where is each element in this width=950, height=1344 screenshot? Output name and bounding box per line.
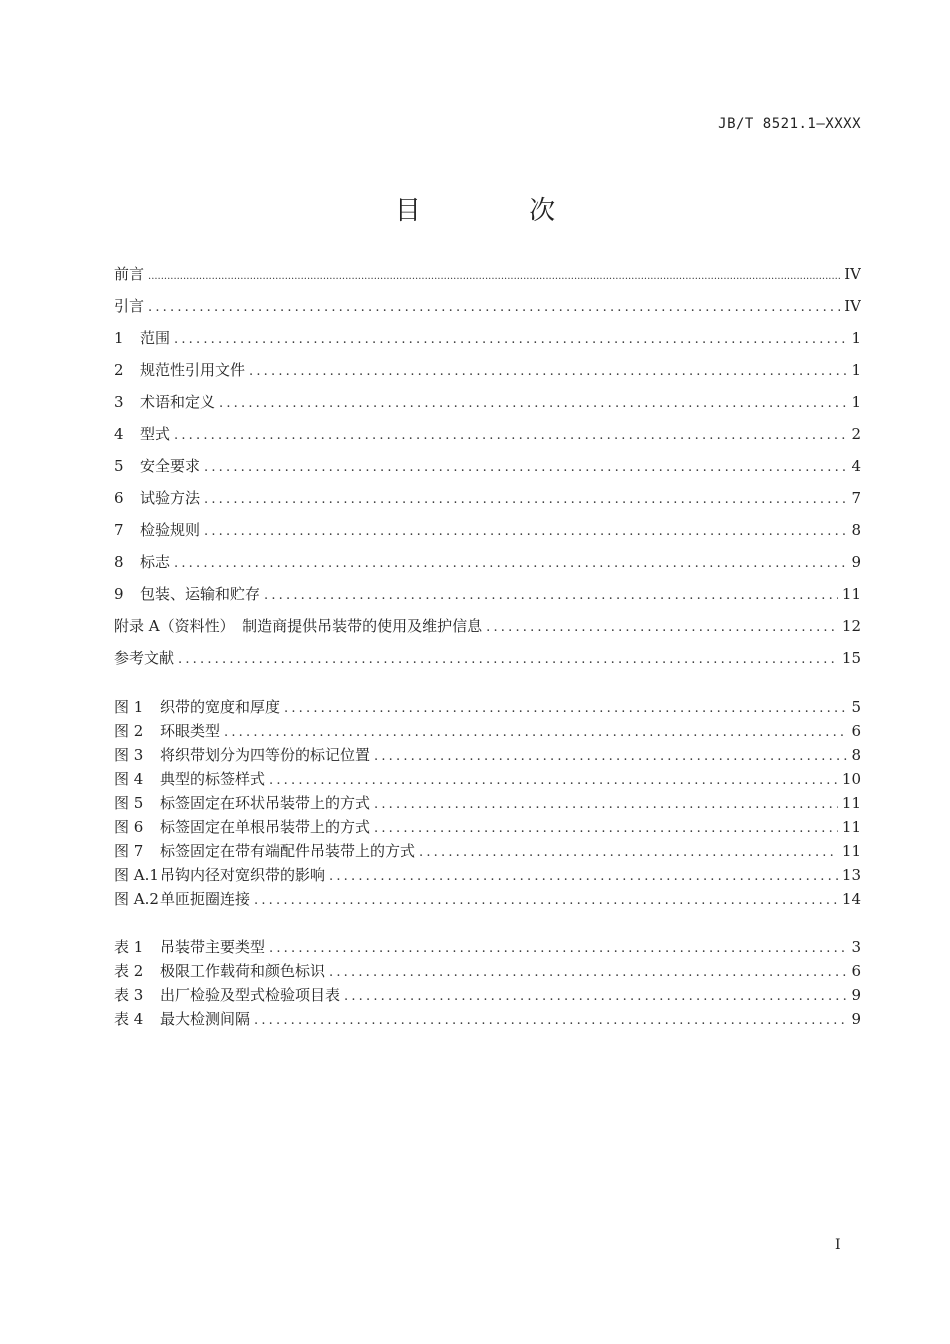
toc-number: 7 [114, 521, 124, 539]
figure-page: 6 [851, 722, 861, 740]
toc-leader [174, 553, 847, 575]
toc-label: 引言 [114, 297, 145, 315]
toc-page: 11 [841, 585, 861, 603]
toc-number: 8 [114, 553, 124, 571]
toc-leader [254, 1010, 847, 1032]
toc-page: 1 [851, 329, 861, 347]
table-label: 表 3 出厂检验及型式检验项目表 [114, 986, 341, 1004]
toc-main-list [114, 263, 861, 679]
toc-entry-bibliography[interactable] [114, 647, 861, 679]
toc-label: 3 术语和定义 [114, 393, 216, 411]
toc-number: 6 [114, 489, 124, 507]
figure-label: 图 A.2单匝扼圈连接 [114, 890, 251, 908]
figure-label: 图 1 织带的宽度和厚度 [114, 698, 281, 716]
toc-label: 2 规范性引用文件 [114, 361, 246, 379]
figure-page: 14 [841, 890, 861, 908]
figure-entry[interactable] [114, 888, 861, 912]
toc-page: 1 [851, 361, 861, 379]
toc-label: 7 检验规则 [114, 521, 201, 539]
figure-entry[interactable] [114, 696, 861, 720]
table-page: 9 [851, 1010, 861, 1028]
toc-number: 4 [114, 425, 124, 443]
toc-entry-introduction[interactable] [114, 295, 861, 327]
toc-leader [329, 962, 847, 984]
toc-leader [224, 722, 847, 744]
table-entry[interactable] [114, 960, 861, 984]
toc-page: 4 [851, 457, 861, 475]
toc-label: 附录 A（资料性） 制造商提供吊装带的使用及维护信息 [114, 617, 483, 635]
toc-leader [329, 866, 838, 888]
toc-leader [344, 986, 847, 1008]
toc-number: 5 [114, 457, 124, 475]
toc-page: 2 [851, 425, 861, 443]
table-number: 表 4 [114, 1010, 144, 1028]
toc-entry-2[interactable] [114, 359, 861, 391]
toc-page: 12 [841, 617, 861, 635]
table-page: 9 [851, 986, 861, 1004]
figure-number: 图 1 [114, 698, 144, 716]
toc-entry-annex-a[interactable] [114, 615, 861, 647]
figure-number: 图 5 [114, 794, 144, 812]
toc-leader [264, 585, 838, 607]
figure-entry[interactable] [114, 744, 861, 768]
table-number: 表 1 [114, 938, 144, 956]
figure-entry[interactable] [114, 720, 861, 744]
toc-label: 前言 [114, 265, 145, 283]
toc-entry-8[interactable] [114, 551, 861, 583]
toc-label: 8 标志 [114, 553, 171, 571]
figure-label: 图 6 标签固定在单根吊装带上的方式 [114, 818, 371, 836]
figure-label: 图 4 典型的标签样式 [114, 770, 266, 788]
figure-page: 11 [841, 794, 861, 812]
toc-leader [148, 266, 840, 288]
toc-entry-7[interactable] [114, 519, 861, 551]
figure-page: 11 [841, 818, 861, 836]
figure-number: 图 4 [114, 770, 144, 788]
toc-entry-6[interactable] [114, 487, 861, 519]
toc-page: 9 [851, 553, 861, 571]
toc-number: 9 [114, 585, 124, 603]
figure-number: 图 2 [114, 722, 144, 740]
table-number: 表 2 [114, 962, 144, 980]
table-label: 表 2 极限工作载荷和颜色标识 [114, 962, 326, 980]
table-entry[interactable] [114, 984, 861, 1008]
figure-entry[interactable] [114, 816, 861, 840]
toc-leader [254, 890, 838, 912]
toc-label: 9 包装、运输和贮存 [114, 585, 261, 603]
toc-entry-foreword[interactable] [114, 263, 861, 295]
toc-leader [204, 521, 847, 543]
figure-number: 图 6 [114, 818, 144, 836]
table-list [114, 936, 861, 1032]
toc-label: 4 型式 [114, 425, 171, 443]
toc-entry-9[interactable] [114, 583, 861, 615]
page-title: 目 次 [394, 196, 606, 226]
figure-number: 图 7 [114, 842, 144, 860]
toc-leader [419, 842, 838, 864]
toc-leader [486, 617, 838, 639]
figure-entry[interactable] [114, 792, 861, 816]
table-label: 表 4 最大检测间隔 [114, 1010, 251, 1028]
toc-leader [249, 361, 847, 383]
figure-number: 图 A.2 [114, 890, 159, 908]
figure-entry[interactable] [114, 864, 861, 888]
toc-label: 5 安全要求 [114, 457, 201, 475]
figure-label: 图 5 标签固定在环状吊装带上的方式 [114, 794, 371, 812]
toc-page: 7 [851, 489, 861, 507]
toc-entry-5[interactable] [114, 455, 861, 487]
toc-page: 8 [851, 521, 861, 539]
figure-number: 图 A.1 [114, 866, 159, 884]
toc-leader [174, 329, 847, 351]
document-code: JB/T 8521.1—XXXX [718, 116, 861, 132]
toc-entry-3[interactable] [114, 391, 861, 423]
toc-leader [284, 698, 847, 720]
toc-leader [269, 770, 838, 792]
figure-page: 11 [841, 842, 861, 860]
figure-label: 图 3 将织带划分为四等份的标记位置 [114, 746, 371, 764]
toc-page: 15 [841, 649, 861, 667]
figure-label: 图 A.1吊钩内径对宽织带的影响 [114, 866, 326, 884]
table-page: 3 [851, 938, 861, 956]
toc-label: 参考文献 [114, 649, 175, 667]
toc-leader [174, 425, 847, 447]
toc-page: IV [844, 297, 861, 315]
figure-page: 10 [841, 770, 861, 788]
table-label: 表 1 吊装带主要类型 [114, 938, 266, 956]
toc-label: 6 试验方法 [114, 489, 201, 507]
toc-entry-4[interactable] [114, 423, 861, 455]
toc-number: 2 [114, 361, 124, 379]
toc-page: 1 [851, 393, 861, 411]
toc-leader [219, 393, 847, 415]
toc-leader [204, 489, 847, 511]
figure-label: 图 7 标签固定在带有端配件吊装带上的方式 [114, 842, 416, 860]
toc-leader [374, 818, 838, 840]
toc-number: 1 [114, 329, 124, 347]
figure-entry[interactable] [114, 840, 861, 864]
toc-entry-1[interactable] [114, 327, 861, 359]
table-entry[interactable] [114, 936, 861, 960]
toc-page: IV [844, 265, 861, 283]
figure-label: 图 2 环眼类型 [114, 722, 221, 740]
page-number: I [835, 1237, 841, 1253]
toc-leader [374, 794, 838, 816]
toc-number: 3 [114, 393, 124, 411]
toc-label: 1 范围 [114, 329, 171, 347]
table-page: 6 [851, 962, 861, 980]
toc-leader [204, 457, 847, 479]
figure-list [114, 696, 861, 912]
table-number: 表 3 [114, 986, 144, 1004]
toc-leader [374, 746, 847, 768]
toc-leader [178, 649, 838, 671]
figure-number: 图 3 [114, 746, 144, 764]
figure-page: 13 [841, 866, 861, 884]
toc-leader [148, 297, 840, 319]
figure-page: 8 [851, 746, 861, 764]
figure-page: 5 [851, 698, 861, 716]
table-entry[interactable] [114, 1008, 861, 1032]
figure-entry[interactable] [114, 768, 861, 792]
toc-leader [269, 938, 847, 960]
